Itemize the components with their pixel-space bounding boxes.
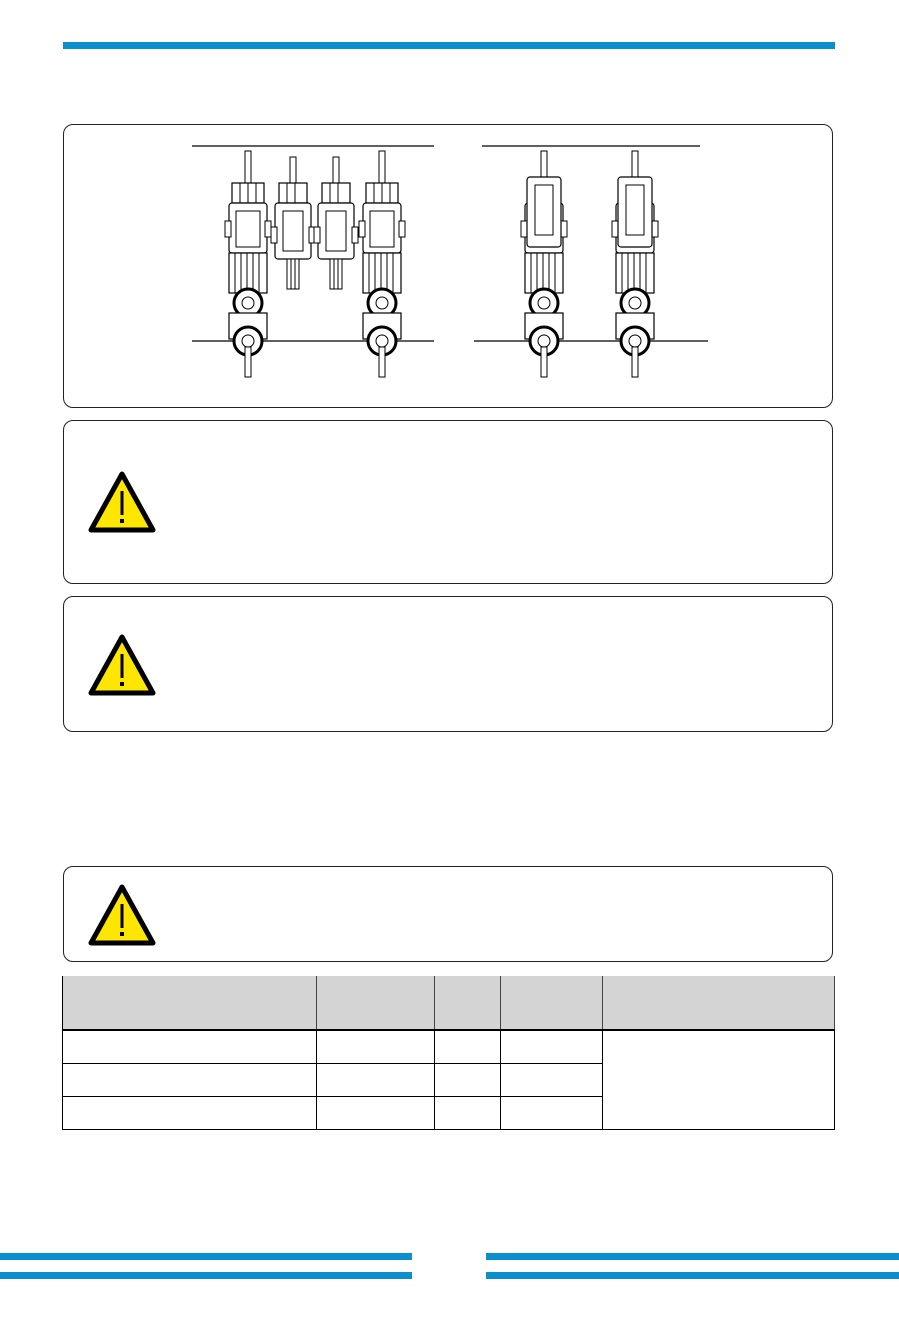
warning-triangle-icon [88, 634, 156, 696]
table-cell [317, 1030, 435, 1064]
table-row [63, 1030, 835, 1064]
footer-rule-left-bottom [0, 1272, 412, 1279]
table-cell [435, 1097, 501, 1130]
table-header-cell [63, 976, 317, 1030]
table-cell [435, 1064, 501, 1097]
table-header-cell [435, 976, 501, 1030]
table-cell [435, 1030, 501, 1064]
table-header-cell [603, 976, 835, 1030]
pv-connector-diagram [64, 125, 834, 409]
table-cell [501, 1097, 603, 1130]
table-cell [317, 1097, 435, 1130]
table-cell [63, 1064, 317, 1097]
table-header-cell [317, 976, 435, 1030]
warning-box-1 [63, 420, 833, 584]
table-cell [317, 1064, 435, 1097]
table-header-cell [501, 976, 603, 1030]
warning-box-3 [63, 866, 833, 962]
connector-figure-panel [63, 124, 833, 408]
header-rule [63, 42, 835, 49]
table-header-row [63, 976, 835, 1030]
table-cell [501, 1030, 603, 1064]
cable-spec-table [62, 976, 835, 1130]
table-cell [63, 1097, 317, 1130]
warning-triangle-icon [88, 471, 156, 533]
footer-rule-left-top [0, 1253, 412, 1260]
warning-triangle-icon [88, 884, 156, 946]
table-cell [501, 1064, 603, 1097]
footer-rule-right-top [486, 1253, 899, 1260]
table-cell-merged [603, 1030, 835, 1130]
footer-rule-right-bottom [486, 1272, 899, 1279]
table-cell [63, 1030, 317, 1064]
warning-box-2 [63, 596, 833, 732]
